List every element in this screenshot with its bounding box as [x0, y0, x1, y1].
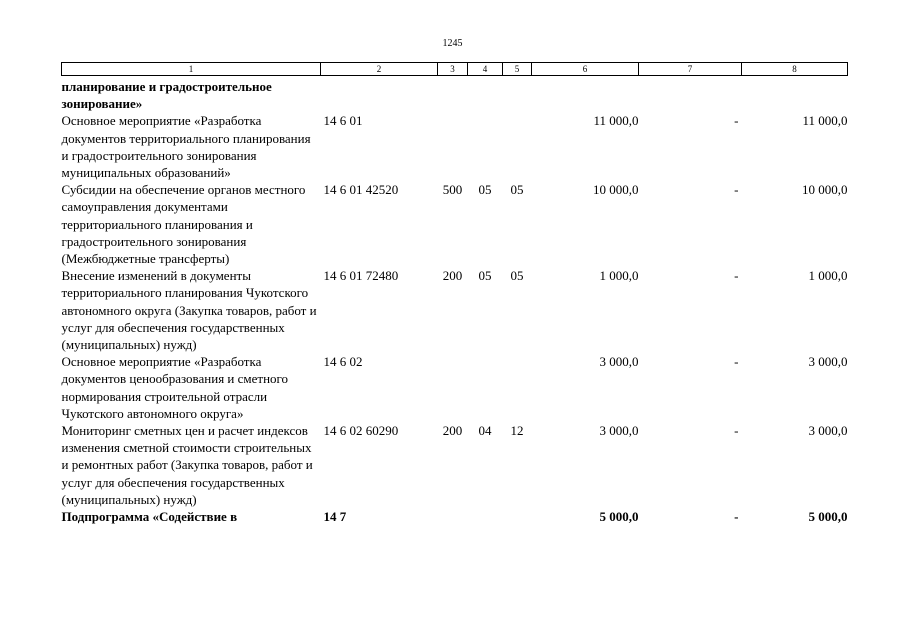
row-col6-amount: 10 000,0 — [593, 182, 639, 198]
column-header: 3 — [438, 63, 468, 76]
table-row — [62, 508, 848, 525]
row-col8-amount: 3 000,0 — [808, 423, 848, 439]
row-col4-cell — [468, 112, 503, 181]
row-code-cell: 14 7 — [323, 509, 347, 525]
row-col7-amount: - — [734, 182, 739, 198]
row-col3-cell — [438, 353, 468, 422]
row-col8-amount: 1 000,0 — [808, 268, 848, 284]
row-col8-amount: 3 000,0 — [808, 354, 848, 370]
row-col7-amount — [639, 76, 742, 113]
row-col3-cell: 500 — [442, 182, 463, 198]
row-code-cell: 14 6 02 — [323, 354, 363, 370]
row-col3-cell: 200 — [442, 268, 463, 284]
row-name-cell: Подпрограмма «Содействие в — [61, 509, 238, 525]
row-col6-amount: 5 000,0 — [599, 509, 639, 525]
row-col3-cell — [438, 76, 468, 113]
row-col4-cell — [468, 353, 503, 422]
row-name-cell: планирование и градостроительное зонирование» — [61, 79, 272, 112]
row-col5-cell — [503, 112, 532, 181]
table-row — [62, 112, 848, 181]
table-row — [62, 181, 848, 267]
row-col8-amount: 10 000,0 — [802, 182, 848, 198]
row-col3-cell: 200 — [442, 423, 463, 439]
page-number: 1245 — [442, 38, 463, 49]
row-col8-amount — [742, 76, 848, 113]
row-col5-cell: 12 — [510, 423, 524, 439]
row-name-cell: Мониторинг сметных цен и расчет индексов изменения сметной стоимости строительных и ремонтных работ (Закупка товаров, работ и услуг для обеспечения государственных (муниципальных) нужд) — [61, 423, 313, 507]
row-col6-amount — [532, 76, 639, 113]
row-col5-cell — [503, 353, 532, 422]
table-row — [62, 267, 848, 353]
table-row — [62, 422, 848, 508]
row-col3-cell — [438, 112, 468, 181]
row-code-cell: 14 6 01 — [323, 113, 363, 129]
row-col8-amount: 5 000,0 — [808, 509, 848, 525]
row-col7-amount: - — [734, 423, 739, 439]
row-code-cell: 14 6 01 72480 — [323, 268, 399, 284]
row-col5-cell: 05 — [510, 182, 524, 198]
row-name-cell: Субсидии на обеспечение органов местного самоуправления документами территориального планирования и градостроительного зонирования (Межбюджетные трансферты) — [61, 182, 306, 267]
row-col6-amount: 3 000,0 — [599, 423, 639, 439]
table-row — [62, 353, 848, 422]
column-header: 6 — [532, 63, 639, 76]
row-code-cell: 14 6 02 60290 — [323, 423, 399, 439]
row-col5-cell — [503, 508, 532, 525]
column-header: 4 — [468, 63, 503, 76]
row-col4-cell — [468, 508, 503, 525]
row-col7-amount: - — [734, 509, 739, 525]
row-col5-cell: 05 — [510, 268, 524, 284]
row-col8-amount: 11 000,0 — [802, 113, 848, 129]
row-col7-amount: - — [734, 354, 739, 370]
row-col4-cell: 05 — [478, 182, 492, 198]
row-code-cell — [321, 76, 438, 113]
row-name-cell: Внесение изменений в документы территориального планирования Чукотского автономного округа (Закупка товаров, работ и услуг для обеспечения государственных (муниципальных) нужд) — [61, 268, 317, 353]
column-header: 2 — [321, 63, 438, 76]
row-col5-cell — [503, 76, 532, 113]
row-name-cell: Основное мероприятие «Разработка документов территориального планирования и градостроительного зонирования муниципальных образований» — [61, 113, 311, 181]
row-col7-amount: - — [734, 113, 739, 129]
column-header: 7 — [639, 63, 742, 76]
row-col7-amount: - — [734, 268, 739, 284]
column-header: 1 — [62, 63, 321, 76]
column-header: 5 — [503, 63, 532, 76]
row-col4-cell: 05 — [478, 268, 492, 284]
column-number-row — [62, 63, 848, 76]
row-name-cell: Основное мероприятие «Разработка документов ценообразования и сметного нормирования строительной отрасли Чукотского автономного округа» — [61, 354, 289, 421]
table-row — [62, 76, 848, 113]
row-col4-cell: 04 — [478, 423, 492, 439]
row-col6-amount: 1 000,0 — [599, 268, 639, 284]
row-col6-amount: 11 000,0 — [593, 113, 639, 129]
row-code-cell: 14 6 01 42520 — [323, 182, 399, 198]
row-col6-amount: 3 000,0 — [599, 354, 639, 370]
row-col3-cell — [438, 508, 468, 525]
column-header: 8 — [742, 63, 848, 76]
row-col4-cell — [468, 76, 503, 113]
budget-table — [61, 62, 848, 525]
